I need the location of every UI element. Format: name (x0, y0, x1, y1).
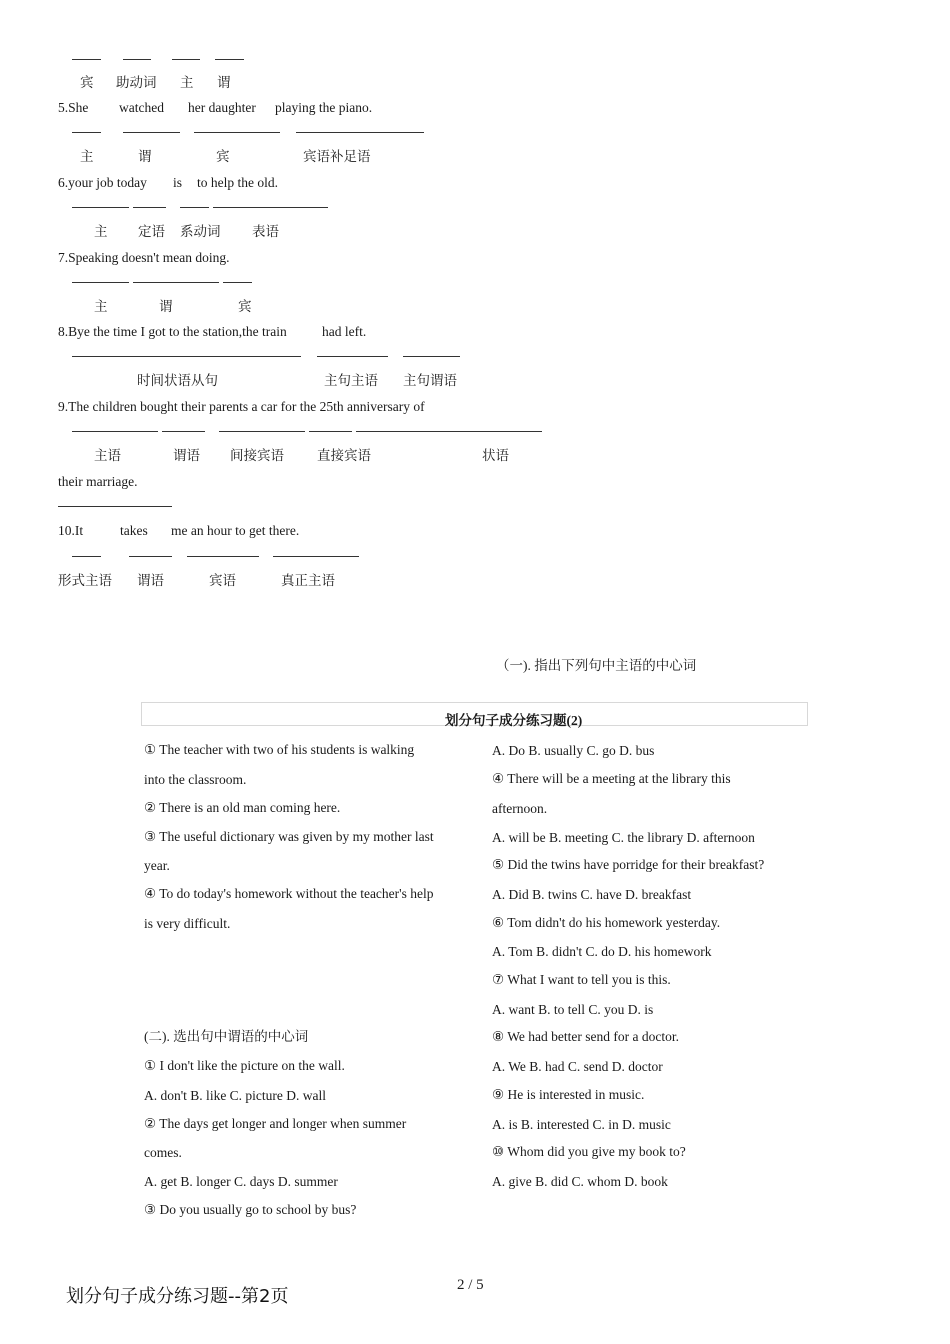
question-line: ③ The useful dictionary was given by my mother last (144, 829, 434, 844)
sentence-text: had left. (322, 324, 367, 339)
underline (72, 356, 301, 357)
label: 真正主语 (281, 573, 335, 588)
label: 定语 (138, 224, 165, 239)
underline (133, 282, 219, 283)
label: 主句主语 (324, 373, 378, 388)
answer-options: A. Do B. usually C. go D. bus (492, 743, 655, 758)
answer-options: A. Tom B. didn't C. do D. his homework (492, 944, 712, 959)
question-line: ② There is an old man coming here. (144, 800, 341, 815)
sentence-text: 6.your job today (58, 175, 147, 190)
question-line: into the classroom. (144, 772, 247, 787)
label: 直接宾语 (317, 448, 371, 463)
sentence-text: her daughter (188, 100, 256, 115)
underline (356, 431, 542, 432)
underline (187, 556, 259, 557)
label: 系动词 (180, 224, 221, 239)
section-heading: (二). 选出句中谓语的中心词 (144, 1029, 309, 1044)
underline (223, 282, 252, 283)
underline (133, 207, 166, 208)
label: 表语 (252, 224, 279, 239)
label: 主 (94, 299, 108, 314)
sentence-text: 9.The children bought their parents a car for the 25th anniversary of (58, 399, 425, 414)
label: 主语 (94, 448, 121, 463)
underline (317, 356, 388, 357)
question-line: ① The teacher with two of his students is walking (144, 742, 415, 757)
label: 主句谓语 (403, 373, 457, 388)
label: 宾 (216, 149, 230, 164)
sentence-text: playing the piano. (275, 100, 373, 115)
sentence-text: watched (119, 100, 164, 115)
answer-options: A. is B. interested C. in D. music (492, 1117, 671, 1132)
label: 宾 (238, 299, 252, 314)
underline (129, 556, 172, 557)
page-number: 2 / 5 (457, 1277, 484, 1293)
sentence-text: takes (120, 523, 148, 538)
label: 主 (94, 224, 108, 239)
sentence-text: 8.Bye the time I got to the station,the train (58, 324, 287, 339)
sentence-text: me an hour to get there. (171, 523, 300, 538)
question-line: ⑨ He is interested in music. (492, 1087, 645, 1102)
answer-options: A. want B. to tell C. you D. is (492, 1002, 654, 1017)
question-line: ④ To do today's homework without the teacher's help (144, 886, 434, 901)
question-line: ⑦ What I want to tell you is this. (492, 972, 671, 987)
label: 间接宾语 (230, 448, 284, 463)
underline (123, 132, 180, 133)
answer-options: A. We B. had C. send D. doctor (492, 1059, 663, 1074)
sentence-text: to help the old. (197, 175, 278, 190)
label: 宾语补足语 (303, 149, 371, 164)
underline (72, 556, 101, 557)
label: 谓 (138, 149, 152, 164)
sentence-text: 7.Speaking doesn't mean doing. (58, 250, 230, 265)
question-line: ⑧ We had better send for a doctor. (492, 1029, 679, 1044)
question-line: ⑩ Whom did you give my book to? (492, 1144, 686, 1159)
question-line: is very difficult. (144, 916, 231, 931)
label: 助动词 (116, 75, 157, 90)
underline (403, 356, 460, 357)
question-line: ④ There will be a meeting at the library this (492, 771, 731, 786)
worksheet-title: 划分句子成分练习题(2) (445, 713, 583, 728)
underline (72, 431, 158, 432)
underline (72, 132, 101, 133)
sentence-text: is (173, 175, 183, 190)
label: 主 (180, 75, 194, 90)
label: 谓 (217, 75, 231, 90)
answer-options: A. get B. longer C. days D. summer (144, 1174, 338, 1189)
underline (72, 207, 129, 208)
label: 谓 (159, 299, 173, 314)
question-line: year. (144, 858, 170, 873)
underline (273, 556, 359, 557)
underline (180, 207, 209, 208)
underline (123, 59, 151, 60)
question-line: afternoon. (492, 801, 548, 816)
sentence-text: 5.She (58, 100, 89, 115)
underline (215, 59, 244, 60)
question-line: ① I don't like the picture on the wall. (144, 1058, 345, 1073)
question-line: ② The days get longer and longer when summer (144, 1116, 407, 1131)
sentence-text: 10.It (58, 523, 84, 538)
underline (213, 207, 328, 208)
label: 主 (80, 149, 94, 164)
answer-options: A. Did B. twins C. have D. breakfast (492, 887, 692, 902)
label: 谓语 (173, 448, 200, 463)
label: 状语 (482, 448, 509, 463)
underline (72, 59, 101, 60)
underline (194, 132, 280, 133)
underline (172, 59, 200, 60)
answer-options: A. will be B. meeting C. the library D. afternoon (492, 830, 755, 845)
label: 时间状语从句 (137, 373, 218, 388)
sentence-text: their marriage. (58, 474, 138, 489)
question-line: ⑥ Tom didn't do his homework yesterday. (492, 915, 721, 930)
underline (72, 282, 129, 283)
answer-options: A. don't B. like C. picture D. wall (144, 1088, 327, 1103)
label: 宾语 (209, 573, 236, 588)
label: 谓语 (137, 573, 164, 588)
section-heading: （一). 指出下列句中主语的中心词 (496, 658, 697, 673)
underline (58, 506, 172, 507)
label: 形式主语 (58, 573, 112, 588)
answer-options: A. give B. did C. whom D. book (492, 1174, 668, 1189)
question-line: ③ Do you usually go to school by bus? (144, 1202, 357, 1217)
label: 宾 (80, 75, 94, 90)
page-footer: 划分句子成分练习题--第2页 (66, 1286, 289, 1307)
underline (296, 132, 424, 133)
underline (219, 431, 305, 432)
question-line: ⑤ Did the twins have porridge for their breakfast? (492, 857, 765, 872)
underline (162, 431, 205, 432)
underline (309, 431, 352, 432)
question-line: comes. (144, 1145, 182, 1160)
